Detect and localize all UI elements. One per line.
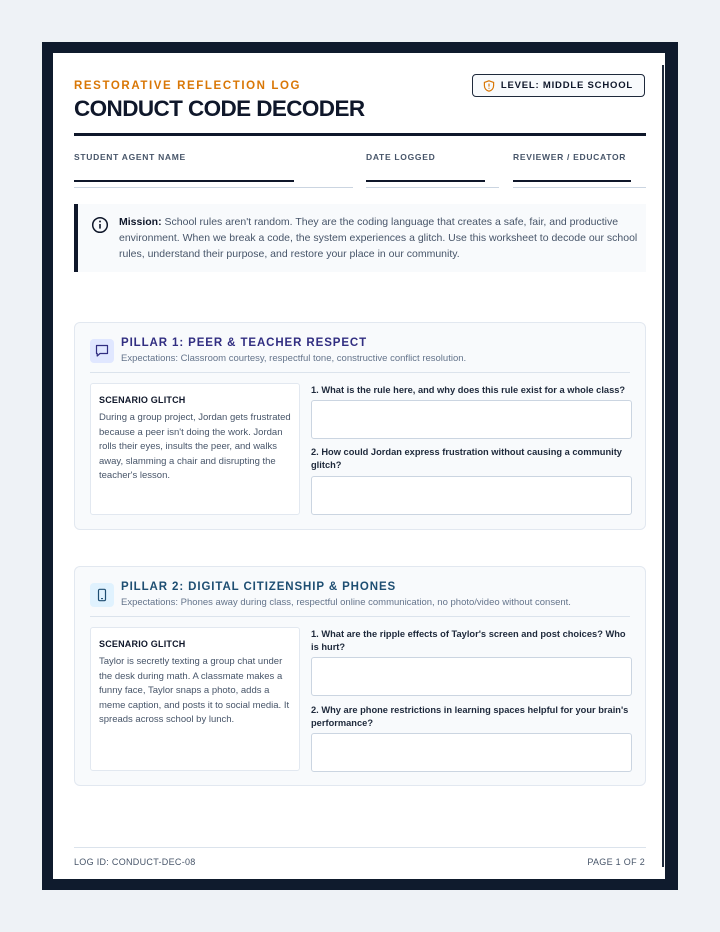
pillar-1-answer-1[interactable] <box>311 400 632 439</box>
info-icon <box>91 216 109 234</box>
scenario-text: Taylor is secretly texting a group chat under the desk during math. A classmate makes a funny face, Taylor snaps a photo, adds a meme caption, and posts it to social media. It spreads across school by lunch. <box>99 656 290 725</box>
footer-divider <box>74 847 646 848</box>
student-name-line[interactable] <box>74 180 294 182</box>
date-logged-field[interactable] <box>366 152 435 162</box>
mission-label: Mission: <box>119 216 162 228</box>
title-divider <box>74 133 646 136</box>
pillar-2-question-2: 2. Why are phone restrictions in learning spaces helpful for your brain's performance? <box>311 705 629 728</box>
level-badge <box>472 74 645 97</box>
pillar-1-scenario <box>90 383 300 515</box>
reviewer-field[interactable] <box>513 152 626 162</box>
page-title: CONDUCT CODE DECODER <box>74 96 365 121</box>
pillar-2-question-1: 1. What are the ripple effects of Taylor's screen and post choices? Who is hurt? <box>311 629 626 652</box>
page-number: PAGE 1 OF 2 <box>587 857 645 867</box>
date-logged-line[interactable] <box>366 180 485 182</box>
pillar-1-answer-2[interactable] <box>311 476 632 515</box>
reviewer-label: REVIEWER / EDUCATOR <box>513 152 627 162</box>
pillar-1-card <box>74 322 646 530</box>
reviewer-line[interactable] <box>513 180 631 182</box>
pillar-2-answer-1[interactable] <box>311 657 632 696</box>
mission-callout <box>74 204 646 272</box>
date-logged-label: DATE LOGGED <box>366 152 436 162</box>
chat-icon <box>90 339 114 363</box>
scenario-title: SCENARIO GLITCH <box>99 395 186 405</box>
document-eyebrow: RESTORATIVE REFLECTION LOG <box>74 80 302 92</box>
page-frame <box>42 42 678 890</box>
scenario-title: SCENARIO GLITCH <box>99 639 186 649</box>
log-id: LOG ID: CONDUCT-DEC-08 <box>74 857 196 867</box>
worksheet-page <box>53 53 665 879</box>
pillar-2-card <box>74 566 646 786</box>
pillar-2-answer-2[interactable] <box>311 733 632 772</box>
level-badge-label: LEVEL: MIDDLE SCHOOL <box>500 80 633 91</box>
pillar-1-title: PILLAR 1: PEER & TEACHER RESPECT <box>121 337 368 349</box>
page-edge <box>662 65 664 867</box>
scenario-text: During a group project, Jordan gets frustrated because a peer isn't doing the work. Jordan rolls their eyes, insults the peer, and walks away, slamming a chair and disrupting the teacher's lesson. <box>99 412 291 481</box>
student-name-label: STUDENT AGENT NAME <box>74 152 186 162</box>
mission-text <box>119 214 639 262</box>
mission-body: School rules aren't random. They are the coding language that creates a safe, fair, and productive environment. When we break a code, the system experiences a glitch. Use this worksheet to decode our school rules, understand their purpose, and restore your place in our community. <box>119 216 638 260</box>
pillar-1-question-2: 2. How could Jordan express frustration without causing a community glitch? <box>311 447 622 470</box>
phone-icon <box>90 583 114 607</box>
pillar-2-scenario <box>90 627 300 771</box>
pillar-2-title: PILLAR 2: DIGITAL CITIZENSHIP & PHONES <box>121 581 397 593</box>
shield-icon <box>483 80 495 92</box>
pillar-2-expectations: Expectations: Phones away during class, respectful online communication, no photo/video without consent. <box>121 597 571 608</box>
student-name-field[interactable] <box>74 152 186 162</box>
pillar-1-expectations: Expectations: Classroom courtesy, respectful tone, constructive conflict resolution. <box>121 353 467 364</box>
pillar-1-question-1: 1. What is the rule here, and why does this rule exist for a whole class? <box>311 385 626 395</box>
